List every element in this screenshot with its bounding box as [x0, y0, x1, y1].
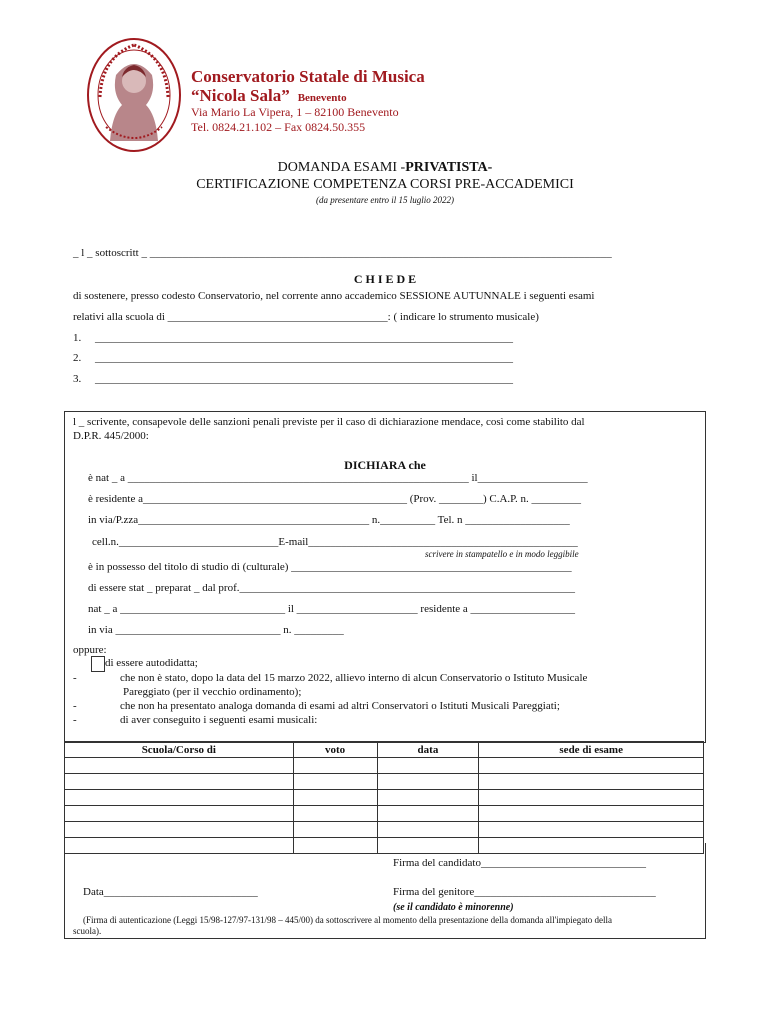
- doc-title-line2: CERTIFICAZIONE COMPETENZA CORSI PRE-ACCADEMICI: [196, 177, 574, 192]
- candidate-signature[interactable]: Firma del candidato______________________________: [393, 857, 646, 869]
- bullet-1: che non è stato, dopo la data del 15 marzo 2022, allievo interno di alcun Conservatorio o Istituto Musicale: [120, 672, 588, 684]
- date-field[interactable]: Data____________________________: [83, 886, 258, 898]
- bullet-2: che non ha presentato analoga domanda di esami ad altri Conservatori o Istituti Musicali Pareggiati;: [120, 700, 560, 712]
- declaration-intro-1: l _ scrivente, consapevole delle sanzioni penali previste per il caso di dichiarazione mendace, così come stabilito dal: [73, 416, 585, 428]
- table-cell[interactable]: [65, 806, 294, 822]
- study-title-field[interactable]: è in possesso del titolo di studio di (culturale) ___________________________________________________: [88, 561, 572, 573]
- declaration-intro-2: D.P.R. 445/2000:: [73, 430, 149, 442]
- chiede-heading: C H I E D E: [353, 272, 417, 286]
- residence-field[interactable]: è residente a________________________________________________ (Prov. ________) C.A.P. n. _________: [88, 493, 582, 505]
- item-number: 2.: [73, 352, 82, 364]
- bullet-dash: -: [73, 700, 77, 712]
- table-cell[interactable]: [293, 822, 377, 838]
- table-cell[interactable]: [479, 806, 704, 822]
- table-cell[interactable]: [377, 790, 479, 806]
- street-field[interactable]: in via/P.zza__________________________________________ n.__________ Tel. n ___________________: [88, 514, 570, 526]
- table-cell[interactable]: [377, 774, 479, 790]
- teacher-born-field[interactable]: nat _ a ______________________________ il ______________________ residente a ___________________: [88, 603, 576, 615]
- table-cell[interactable]: [479, 790, 704, 806]
- table-row: [65, 806, 704, 822]
- conservatory-name: “Nicola Sala”: [191, 86, 290, 105]
- dichiara-heading: DICHIARA che: [344, 458, 426, 472]
- item-line[interactable]: ____________________________________________________________________________: [95, 352, 513, 364]
- city-label: Benevento: [297, 92, 347, 104]
- address: Via Mario La Vipera, 1 – 82100 Benevento: [191, 105, 399, 119]
- table-cell[interactable]: [377, 822, 479, 838]
- item-number: 3.: [73, 373, 82, 385]
- conservatory-name-line: [191, 86, 347, 106]
- contacts: Tel. 0824.21.102 – Fax 0824.50.355: [191, 120, 366, 134]
- table-cell[interactable]: [65, 790, 294, 806]
- parent-signature[interactable]: Firma del genitore_________________________________: [393, 886, 656, 898]
- oppure-label: oppure:: [73, 644, 107, 656]
- item-number: 1.: [73, 332, 82, 344]
- item-line[interactable]: ____________________________________________________________________________: [95, 373, 513, 385]
- exam-table-body: [65, 758, 704, 854]
- header-data: data: [377, 742, 479, 758]
- subscriber-line[interactable]: _ l _ sottoscritt _ ____________________________________________________________________________________: [73, 247, 612, 259]
- footnote-line-1: (Firma di autenticazione (Leggi 15/98-127/97-131/98 – 445/00) da sottoscrivere al momento della presentazione della domanda all'impiegato della: [83, 915, 612, 925]
- conservatory-seal-logo: [86, 37, 182, 153]
- teacher-field[interactable]: di essere stat _ preparat _ dal prof._____________________________________________________________: [88, 582, 575, 594]
- exam-item-2[interactable]: [73, 352, 513, 364]
- table-row: [65, 822, 704, 838]
- exam-item-1[interactable]: [73, 332, 513, 344]
- table-row: [65, 758, 704, 774]
- header-scuola: Scuola/Corso di: [65, 742, 294, 758]
- deadline-note: (da presentare entro il 15 luglio 2022): [316, 195, 454, 205]
- table-cell[interactable]: [293, 758, 377, 774]
- table-cell[interactable]: [293, 790, 377, 806]
- header-sede: sede di esame: [479, 742, 704, 758]
- table-header-row: [65, 742, 704, 758]
- table-cell[interactable]: [293, 806, 377, 822]
- parent-note: (se il candidato è minorenne): [393, 902, 514, 913]
- cell-note: scrivere in stampatello e in modo leggibile: [425, 549, 579, 559]
- bullet-dash: -: [73, 672, 77, 684]
- table-row: [65, 790, 704, 806]
- table-cell[interactable]: [65, 758, 294, 774]
- exam-item-3[interactable]: [73, 373, 513, 385]
- item-line[interactable]: ____________________________________________________________________________: [95, 332, 513, 344]
- table-cell[interactable]: [65, 822, 294, 838]
- title-plain: DOMANDA ESAMI -: [277, 160, 406, 175]
- autodidatta-checkbox[interactable]: [91, 656, 105, 672]
- bullet-dash: -: [73, 714, 77, 726]
- doc-title-line1: [0, 160, 770, 176]
- table-cell[interactable]: [479, 774, 704, 790]
- title-bold: PRIVATISTA-: [405, 160, 493, 175]
- table-cell[interactable]: [479, 822, 704, 838]
- born-field[interactable]: è nat _ a ______________________________________________________________ il____________________: [88, 472, 588, 484]
- header-voto: voto: [293, 742, 377, 758]
- cell-email-field[interactable]: cell.n._____________________________E-mail_________________________________________________: [92, 536, 578, 548]
- table-cell[interactable]: [479, 758, 704, 774]
- table-cell[interactable]: [377, 806, 479, 822]
- bullet-1-cont: Pareggiato (per il vecchio ordinamento);: [123, 686, 302, 698]
- table-cell[interactable]: [65, 774, 294, 790]
- table-cell[interactable]: [377, 758, 479, 774]
- footnote-line-2: scuola).: [73, 926, 102, 936]
- institution-name: Conservatorio Statale di Musica: [191, 67, 425, 86]
- autodidatta-label: di essere autodidatta;: [105, 657, 198, 669]
- teacher-street-field[interactable]: in via ______________________________ n. _________: [88, 624, 344, 636]
- request-text-1: di sostenere, presso codesto Conservatorio, nel corrente anno accademico SESSIONE AUTUNNALE i seguenti esami: [73, 290, 595, 302]
- table-cell[interactable]: [293, 774, 377, 790]
- request-text-2[interactable]: relativi alla scuola di ________________________________________: ( indicare lo strumento musicale): [73, 311, 539, 323]
- table-row: [65, 774, 704, 790]
- bullet-3: di aver conseguito i seguenti esami musicali:: [120, 714, 318, 726]
- exam-table: [64, 741, 704, 854]
